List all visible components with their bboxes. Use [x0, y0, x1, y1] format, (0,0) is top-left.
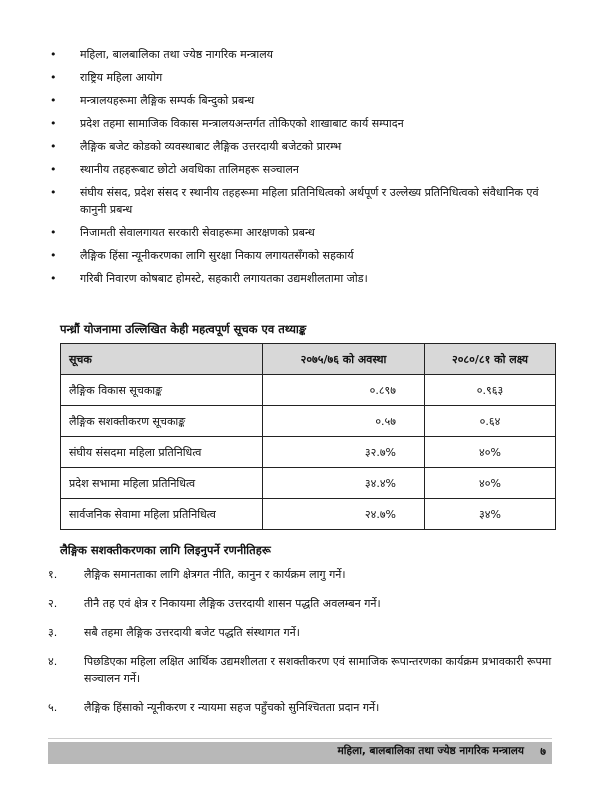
institutional-bullet-list: [48, 46, 560, 293]
indicator-cell: लैङ्गिक विकास सूचकाङ्क: [61, 375, 263, 406]
bullet-dot: •: [50, 48, 57, 61]
strategy-item: [36, 624, 566, 641]
status-cell: ०.८९७: [263, 375, 425, 406]
bullet-dot: •: [50, 226, 57, 239]
bullet-dot: •: [50, 94, 57, 107]
strategy-number: ३.: [48, 626, 58, 639]
status-cell: ०.५७: [263, 406, 425, 437]
strategy-text: लैङ्गिक समानताका लागि क्षेत्रगत नीति, कानुन र कार्यक्रम लागु गर्ने।: [84, 568, 346, 581]
bullet-item: • स्थानीय तहहरूबाट छोटो अवधिका तालिमहरू सञ्चालन: [50, 163, 299, 176]
table-row: [61, 406, 556, 437]
indicator-cell: प्रदेश सभामा महिला प्रतिनिधित्व: [61, 468, 263, 499]
status-cell: २४.७%: [263, 499, 425, 530]
bullet-item: • प्रदेश तहमा सामाजिक विकास मन्त्रालयअन्तर्गत तोकिएको शाखाबाट कार्य सम्पादन: [50, 117, 404, 130]
table-row: [61, 468, 556, 499]
bullet-item: • लैङ्गिक हिंसा न्यूनीकरणका लागि सुरक्षा निकाय लगायतसँगको सहकार्य: [50, 249, 354, 262]
bullet-dot: •: [50, 249, 57, 262]
bullet-item: • संघीय संसद, प्रदेश संसद र स्थानीय तहहरूमा महिला प्रतिनिधित्वको अर्थपूर्ण र उल्लेख्य प्रतिनिधित्वको संवैधानिक एवं कानुनी प्रबन्ध: [50, 186, 539, 216]
target-cell: ४०%: [425, 437, 556, 468]
bullet-item: • मन्त्रालयहरूमा लैङ्गिक सम्पर्क बिन्दुको प्रबन्ध: [50, 94, 255, 107]
strategy-text: सबै तहमा लैङ्गिक उत्तरदायी बजेट पद्धति संस्थागत गर्ने।: [84, 626, 300, 639]
strategy-list: [36, 566, 566, 728]
bullet-dot: •: [50, 163, 57, 176]
strategy-text: तीनै तह एवं क्षेत्र र निकायमा लैङ्गिक उत्तरदायी शासन पद्धति अवलम्बन गर्ने।: [84, 597, 381, 610]
strategy-number: ४.: [48, 655, 58, 668]
bullet-item: • निजामती सेवालगायत सरकारी सेवाहरूमा आरक्षणको प्रबन्ध: [50, 226, 315, 239]
target-cell: ३४%: [425, 499, 556, 530]
strategy-title: लैङ्गिक सशक्तीकरणका लागि लिइनुपर्ने रणनीतिहरू: [60, 543, 271, 557]
target-cell: ४०%: [425, 468, 556, 499]
target-cell: ०.६४: [425, 406, 556, 437]
strategy-item: [36, 699, 566, 716]
table-title: पन्ध्रौं योजनामा उल्लिखित केही महत्वपूर्ण सूचक एव तथ्याङ्क: [60, 322, 307, 336]
indicator-cell: सार्वजनिक सेवामा महिला प्रतिनिधित्व: [61, 499, 263, 530]
status-cell: ३२.७%: [263, 437, 425, 468]
bullet-dot: •: [50, 272, 57, 285]
strategy-item: [36, 653, 566, 687]
bullet-item: • महिला, बालबालिका तथा ज्येष्ठ नागरिक मन्त्रालय: [50, 48, 274, 61]
page-footer: [48, 738, 552, 758]
page-number: ७: [540, 745, 546, 758]
strategy-text: पिछडिएका महिला लक्षित आर्थिक उद्यमशीलता र सशक्तीकरण एवं सामाजिक रूपान्तरणका कार्यक्रम प्रभावकारी रूपमा सञ्चालन गर्ने।: [84, 655, 552, 685]
footer-ministry: महिला, बालबालिका तथा ज्येष्ठ नागरिक मन्त्रालय: [337, 745, 524, 757]
bullet-dot: •: [50, 71, 57, 84]
strategy-number: ५.: [48, 701, 58, 714]
column-header-status: २०७५/७६ को अवस्था: [263, 344, 425, 375]
strategy-item: [36, 595, 566, 612]
bullet-dot: •: [50, 117, 57, 130]
status-cell: ३४.४%: [263, 468, 425, 499]
strategy-text: लैङ्गिक हिंसाको न्यूनीकरण र न्यायमा सहज पहुँचको सुनिश्चितता प्रदान गर्ने।: [84, 701, 380, 714]
target-cell: ०.९६३: [425, 375, 556, 406]
strategy-item: [36, 566, 566, 583]
bullet-dot: •: [50, 186, 57, 199]
bullet-dot: •: [50, 140, 57, 153]
table-row: [61, 499, 556, 530]
column-header-target: २०८०/८१ को लक्ष्य: [425, 344, 556, 375]
table-row: [61, 437, 556, 468]
indicator-cell: लैङ्गिक सशक्तीकरण सूचकाङ्क: [61, 406, 263, 437]
bullet-item: • राष्ट्रिय महिला आयोग: [50, 71, 163, 84]
strategy-number: १.: [48, 568, 58, 581]
footer-bar: [48, 742, 552, 764]
table-row: [61, 375, 556, 406]
bullet-item: • लैङ्गिक बजेट कोडको व्यवस्थाबाट लैङ्गिक उत्तरदायी बजेटको प्रारम्भ: [50, 140, 342, 153]
column-header-indicator: सूचक: [61, 344, 263, 375]
indicator-table: [60, 343, 556, 530]
table-header-row: [61, 344, 556, 375]
indicator-cell: संघीय संसदमा महिला प्रतिनिधित्व: [61, 437, 263, 468]
bullet-item: • गरिबी निवारण कोषबाट होमस्टे, सहकारी लगायतका उद्यमशीलतामा जोड।: [50, 272, 368, 285]
strategy-number: २.: [48, 597, 58, 610]
